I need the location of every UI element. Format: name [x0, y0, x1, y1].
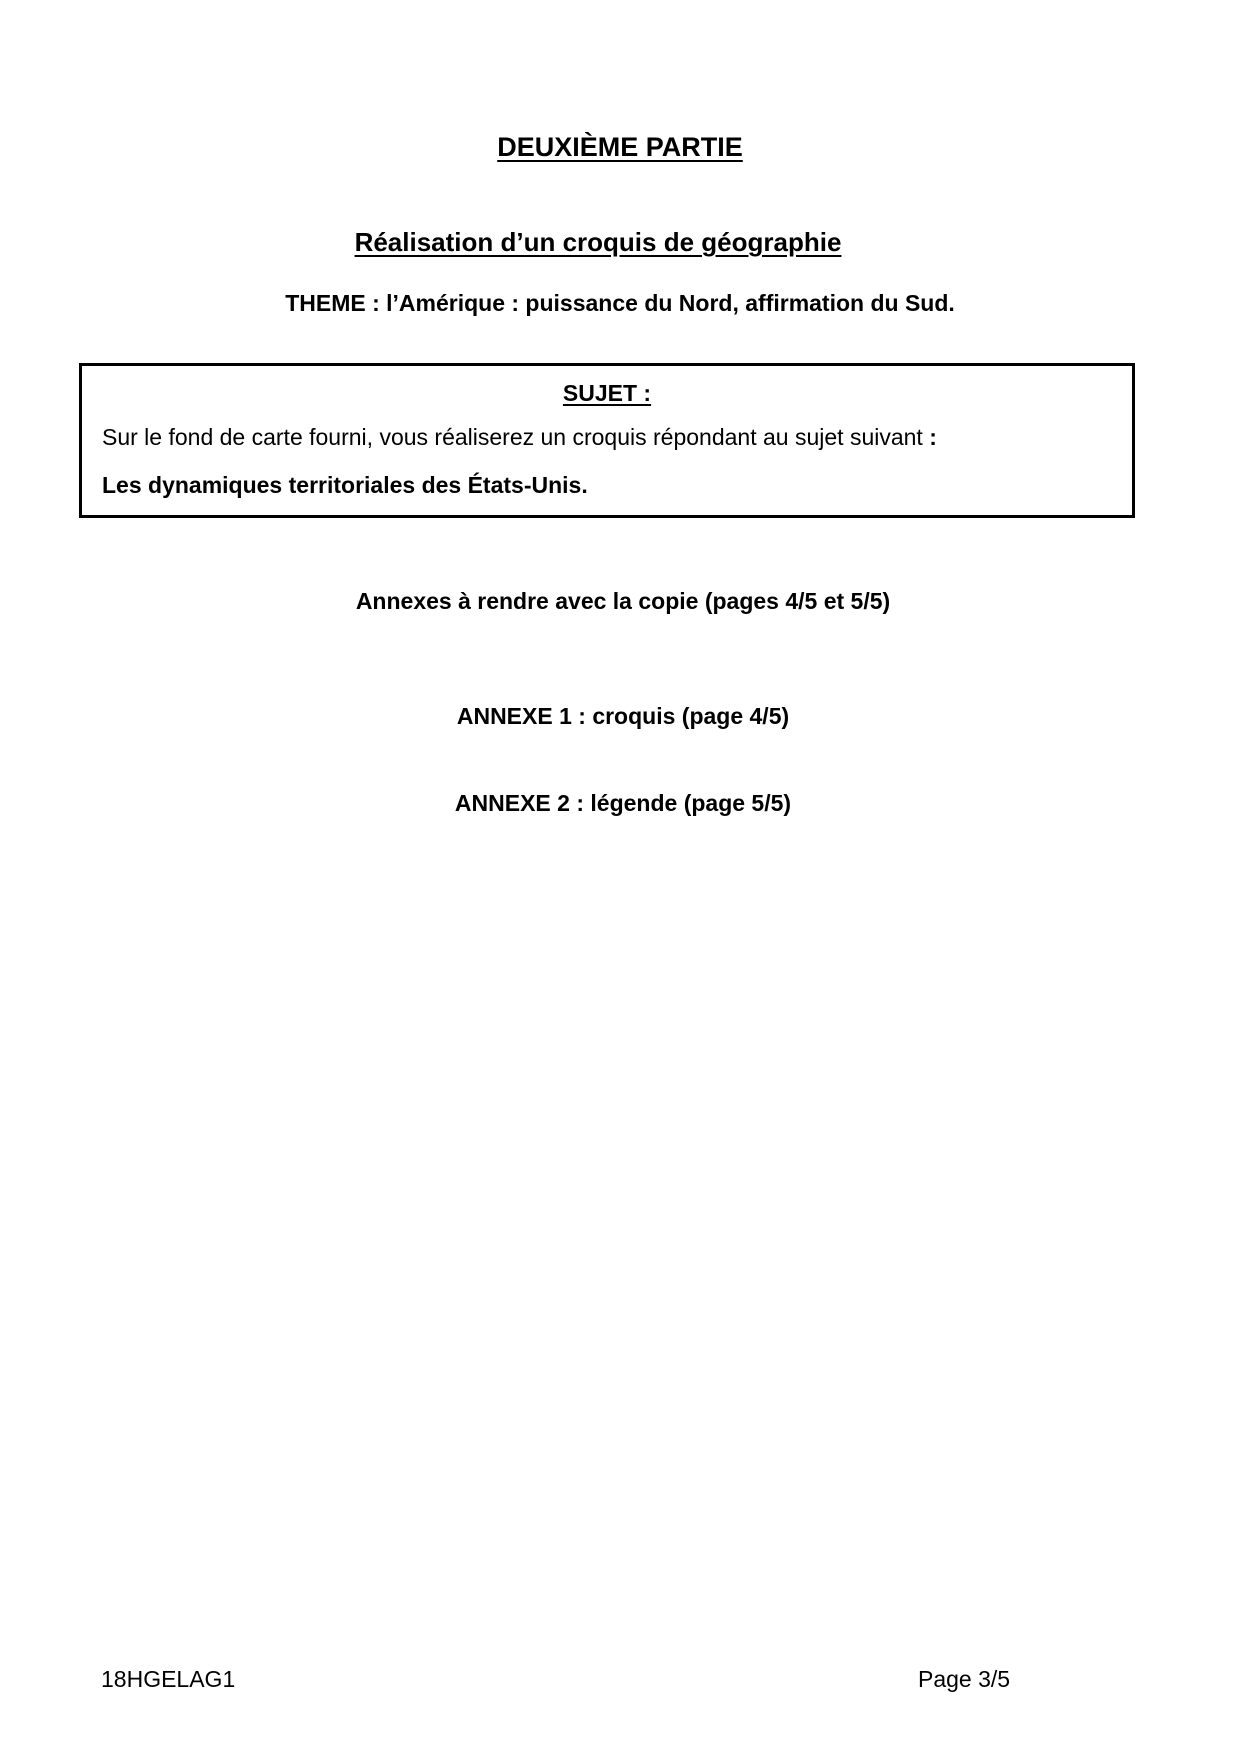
footer-document-code: 18HGELAG1 [101, 1666, 236, 1692]
theme-line: THEME : l’Amérique : puissance du Nord, affirmation du Sud. [285, 290, 955, 316]
part-title: DEUXIÈME PARTIE [497, 132, 743, 162]
subject-topic: Les dynamiques territoriales des États-Unis. [102, 472, 588, 498]
annex-1-line: ANNEXE 1 : croquis (page 4/5) [456, 703, 790, 729]
subject-instruction-text: Sur le fond de carte fourni, vous réaliserez un croquis répondant au sujet suivant [102, 424, 923, 450]
subject-instruction-colon: : [929, 424, 937, 450]
subject-instruction [102, 424, 937, 451]
annexes-note: Annexes à rendre avec la copie (pages 4/5 et 5/5) [355, 588, 891, 614]
annex-2-line: ANNEXE 2 : légende (page 5/5) [454, 790, 792, 816]
subject-box [79, 363, 1135, 518]
footer-page-number: Page 3/5 [918, 1666, 1011, 1692]
subject-heading: SUJET : [562, 380, 652, 406]
exercise-subtitle: Réalisation d’un croquis de géographie [354, 227, 842, 257]
